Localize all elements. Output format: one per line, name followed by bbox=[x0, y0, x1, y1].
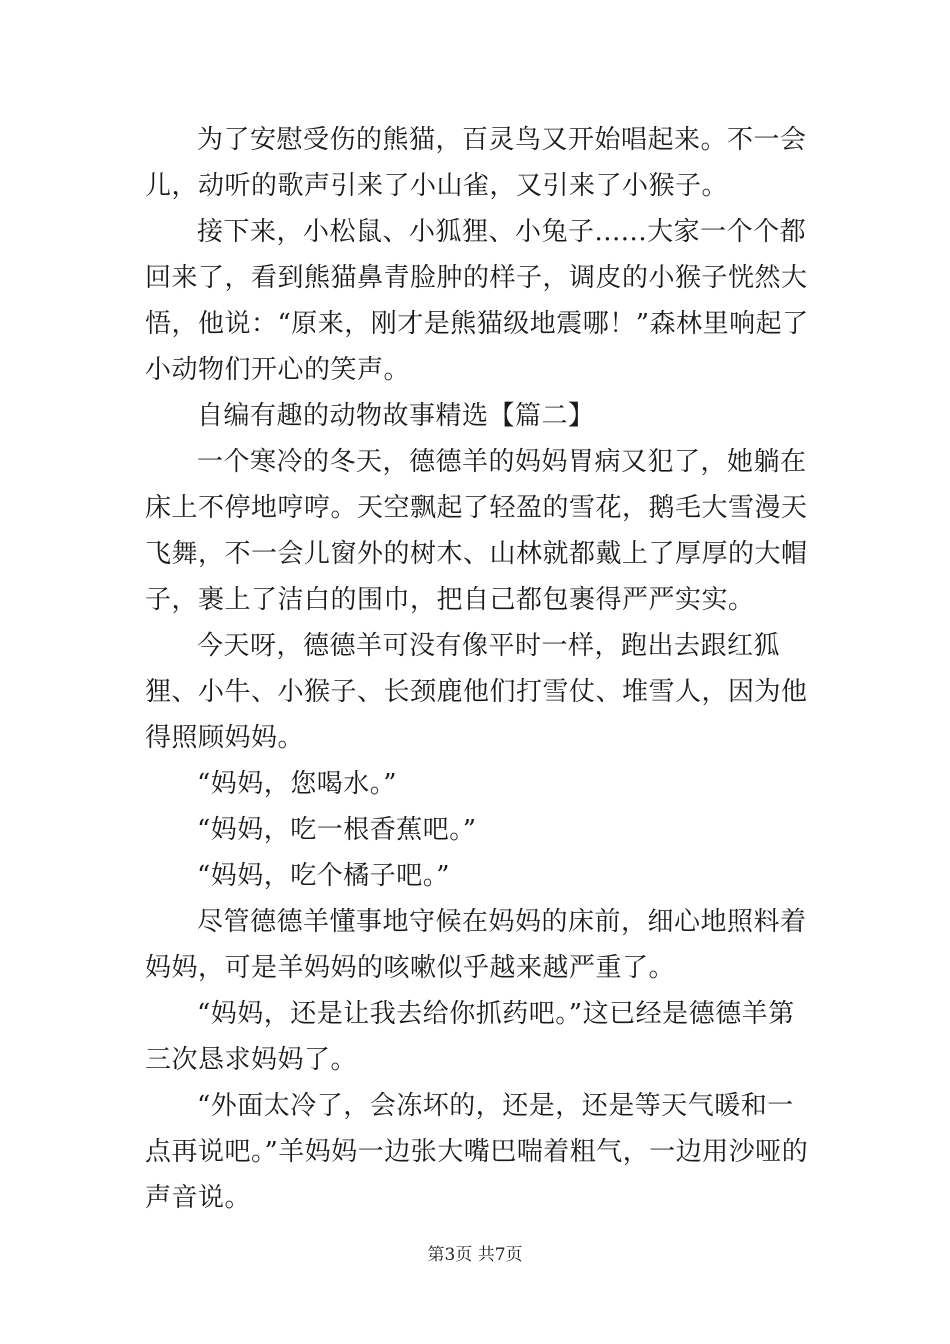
paragraph-caring: 尽管德德羊懂事地守候在妈妈的床前，细心地照料着妈妈，可是羊妈妈的咳嗽似乎越来越严重了。 bbox=[145, 907, 807, 983]
paragraph-animals-return: 接下来，小松鼠、小狐狸、小兔子......大家一个个都回来了，看到熊猫鼻青脸肿的样子，调皮的小猴子恍然大悟，他说：“原来，刚才是熊猫级地震哪！”森林里响起了小动物们开心的笑声。 bbox=[145, 217, 809, 385]
dialogue-line: “妈妈，您喝水。” bbox=[197, 769, 398, 799]
document-body bbox=[145, 117, 810, 1221]
dialogue-line: “妈妈，吃个橘子吧。” bbox=[197, 861, 451, 891]
dialogue-line: “妈妈，吃一根香蕉吧。” bbox=[197, 815, 477, 845]
section-heading: 自编有趣的动物故事精选【篇二】 bbox=[197, 401, 595, 431]
paragraph-plea: “妈妈，还是让我去给你抓药吧。”这已经是德德羊第三次恳求妈妈了。 bbox=[145, 999, 795, 1075]
paragraph-cold-winter: 一个寒冷的冬天，德德羊的妈妈胃病又犯了，她躺在床上不停地哼哼。天空飘起了轻盈的雪花，鹅毛大雪漫天飞舞，不一会儿窗外的树木、山林就都戴上了厚厚的大帽子，裹上了洁白的围巾，把自己都包裹得严严实实。 bbox=[145, 447, 808, 615]
page-number: 第3页 共7页 bbox=[427, 1245, 523, 1265]
paragraph-today: 今天呀，德德羊可没有像平时一样，跑出去跟红狐狸、小牛、小猴子、长颈鹿他们打雪仗、堆雪人，因为他得照顾妈妈。 bbox=[145, 631, 808, 753]
paragraph-reply: “外面太冷了，会冻坏的，还是，还是等天气暖和一点再说吧。”羊妈妈一边张大嘴巴喘着粗气，一边用沙哑的声音说。 bbox=[145, 1091, 809, 1213]
paragraph-comfort-panda: 为了安慰受伤的熊猫，百灵鸟又开始唱起来。不一会儿，动听的歌声引来了小山雀，又引来了小猴子。 bbox=[145, 125, 807, 201]
